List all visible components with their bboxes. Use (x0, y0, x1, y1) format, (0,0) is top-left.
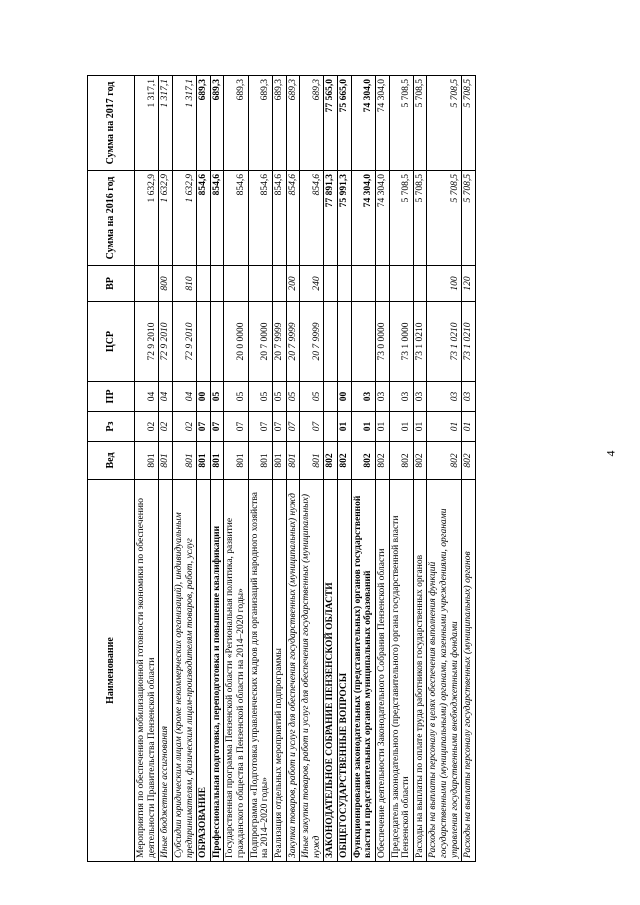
cell-s2017: 5 708,5 (462, 76, 476, 171)
cell-pr: 05 (248, 382, 272, 412)
cell-s2016: 854,6 (286, 171, 300, 266)
table-row (324, 76, 338, 862)
cell-name: Иные закупки товаров, работ и услуг для обеспечения государственных (муниципальных) нужд (300, 480, 324, 862)
header-name: Наименование (88, 480, 135, 862)
cell-vr (135, 266, 159, 302)
table-row (427, 76, 462, 862)
cell-vr (197, 266, 211, 302)
cell-ved: 802 (338, 442, 352, 480)
header-rz: Рз (88, 412, 135, 442)
cell-s2017: 689,3 (197, 76, 211, 171)
cell-name: Функционирование законодательных (представительных) органов государственной власти и представительных органов муниципальных образований (351, 480, 375, 862)
cell-rz: 07 (210, 412, 224, 442)
cell-s2016: 854,6 (272, 171, 286, 266)
cell-vr: 200 (286, 266, 300, 302)
cell-rz: 02 (159, 412, 173, 442)
cell-rz (324, 412, 338, 442)
cell-s2016: 74 304,0 (375, 171, 389, 266)
cell-ved: 802 (375, 442, 389, 480)
cell-rz: 01 (462, 412, 476, 442)
cell-pr: 04 (159, 382, 173, 412)
budget-table (87, 75, 476, 862)
table-row (248, 76, 272, 862)
cell-csr: 72 9 2010 (172, 302, 196, 382)
cell-s2017: 689,3 (272, 76, 286, 171)
cell-name: ОБЩЕГОСУДАРСТВЕННЫЕ ВОПРОСЫ (338, 480, 352, 862)
cell-ved: 801 (224, 442, 248, 480)
cell-ved: 801 (135, 442, 159, 480)
cell-pr: 04 (172, 382, 196, 412)
cell-csr: 20 7 9999 (286, 302, 300, 382)
cell-vr (413, 266, 427, 302)
cell-vr (224, 266, 248, 302)
cell-csr (197, 302, 211, 382)
cell-s2016: 77 891,3 (324, 171, 338, 266)
cell-s2016: 1 632,9 (135, 171, 159, 266)
cell-rz: 07 (197, 412, 211, 442)
cell-csr: 73 1 0210 (462, 302, 476, 382)
table-row (462, 76, 476, 862)
cell-ved: 802 (324, 442, 338, 480)
cell-pr: 03 (351, 382, 375, 412)
cell-vr (248, 266, 272, 302)
cell-rz: 02 (172, 412, 196, 442)
cell-rz: 01 (375, 412, 389, 442)
header-sum-2016: Сумма на 2016 год (88, 171, 135, 266)
header-sum-2017: Сумма на 2017 год (88, 76, 135, 171)
cell-s2016: 854,6 (210, 171, 224, 266)
cell-vr (324, 266, 338, 302)
cell-csr: 20 0 0000 (224, 302, 248, 382)
cell-csr (324, 302, 338, 382)
cell-name: ОБРАЗОВАНИЕ (197, 480, 211, 862)
cell-name: Обеспечение деятельности Законодательного Собрания Пензенской области (375, 480, 389, 862)
cell-rz: 01 (338, 412, 352, 442)
cell-pr: 03 (389, 382, 413, 412)
cell-name: Председатель законодательного (представительного) органа государственной власти Пензенской области (389, 480, 413, 862)
cell-name: Реализация отдельных мероприятий подпрограммы (272, 480, 286, 862)
table-row (210, 76, 224, 862)
table-row (272, 76, 286, 862)
cell-ved: 802 (389, 442, 413, 480)
cell-rz: 01 (351, 412, 375, 442)
cell-vr (375, 266, 389, 302)
cell-vr: 810 (172, 266, 196, 302)
cell-pr: 03 (413, 382, 427, 412)
table-row (338, 76, 352, 862)
cell-s2016: 1 632,9 (172, 171, 196, 266)
cell-csr: 73 0 0000 (375, 302, 389, 382)
cell-pr: 05 (272, 382, 286, 412)
cell-vr (272, 266, 286, 302)
cell-s2016: 854,6 (224, 171, 248, 266)
cell-csr: 73 1 0210 (413, 302, 427, 382)
cell-pr: 05 (210, 382, 224, 412)
cell-rz: 07 (224, 412, 248, 442)
page-number: 4 (603, 450, 618, 457)
cell-name: Иные бюджетные ассигнования (159, 480, 173, 862)
cell-csr (338, 302, 352, 382)
cell-s2017: 74 304,0 (351, 76, 375, 171)
rotated-table-container (87, 76, 564, 862)
cell-s2016: 5 708,5 (413, 171, 427, 266)
cell-ved: 801 (272, 442, 286, 480)
cell-name: Мероприятия по обеспечению мобилизационной готовности экономики по обеспечению деятельности Правительства Пензенской области (135, 480, 159, 862)
cell-rz: 07 (286, 412, 300, 442)
cell-pr: 00 (197, 382, 211, 412)
header-pr: ПР (88, 382, 135, 412)
cell-rz: 01 (427, 412, 462, 442)
cell-csr: 72 9 2010 (135, 302, 159, 382)
table-row (224, 76, 248, 862)
cell-name: Расходы на выплаты по оплате труда работников государственных органов (413, 480, 427, 862)
cell-s2017: 1 317,1 (172, 76, 196, 171)
cell-csr: 20 7 0000 (248, 302, 272, 382)
cell-pr: 03 (427, 382, 462, 412)
cell-ved: 801 (286, 442, 300, 480)
table-row (172, 76, 196, 862)
table-header (88, 76, 135, 862)
cell-ved: 801 (210, 442, 224, 480)
cell-s2017: 1 317,1 (135, 76, 159, 171)
cell-rz: 02 (135, 412, 159, 442)
cell-ved: 802 (427, 442, 462, 480)
cell-s2016: 5 708,5 (427, 171, 462, 266)
header-csr: ЦСР (88, 302, 135, 382)
cell-pr: 00 (338, 382, 352, 412)
table-row (413, 76, 427, 862)
cell-ved: 801 (159, 442, 173, 480)
cell-pr: 04 (135, 382, 159, 412)
cell-name: Расходы на выплаты персоналу государственных (муниципальных) органов (462, 480, 476, 862)
table-row (375, 76, 389, 862)
cell-ved: 802 (462, 442, 476, 480)
cell-vr (210, 266, 224, 302)
cell-vr (338, 266, 352, 302)
cell-csr (351, 302, 375, 382)
cell-vr: 100 (427, 266, 462, 302)
cell-name: Подпрограмма «Подготовка управленческих кадров для организаций народного хозяйства на 2014–2020 годы» (248, 480, 272, 862)
cell-s2016: 854,6 (248, 171, 272, 266)
cell-pr: 05 (224, 382, 248, 412)
cell-s2017: 75 665,0 (338, 76, 352, 171)
cell-s2017: 1 317,1 (159, 76, 173, 171)
table-row (389, 76, 413, 862)
cell-s2016: 74 304,0 (351, 171, 375, 266)
cell-s2017: 74 304,0 (375, 76, 389, 171)
cell-s2016: 5 708,5 (462, 171, 476, 266)
cell-s2017: 5 708,5 (427, 76, 462, 171)
cell-s2016: 75 991,3 (338, 171, 352, 266)
cell-pr: 03 (375, 382, 389, 412)
cell-rz: 07 (300, 412, 324, 442)
cell-csr: 73 1 0210 (427, 302, 462, 382)
cell-pr: 05 (286, 382, 300, 412)
cell-vr (389, 266, 413, 302)
cell-vr: 800 (159, 266, 173, 302)
cell-name: Государственная программа Пензенской области «Региональная политика, развитие гражданского общества в Пензенской области на 2014–2020 годы» (224, 480, 248, 862)
cell-vr: 120 (462, 266, 476, 302)
cell-csr (210, 302, 224, 382)
cell-ved: 802 (413, 442, 427, 480)
cell-rz: 07 (272, 412, 286, 442)
cell-ved: 801 (300, 442, 324, 480)
cell-s2017: 689,3 (286, 76, 300, 171)
cell-ved: 801 (172, 442, 196, 480)
cell-s2017: 689,3 (224, 76, 248, 171)
table-row (286, 76, 300, 862)
cell-s2017: 5 708,5 (413, 76, 427, 171)
cell-name: Закупка товаров, работ и услуг для обеспечения государственных (муниципальных) нужд (286, 480, 300, 862)
cell-pr: 03 (462, 382, 476, 412)
cell-vr (351, 266, 375, 302)
cell-rz: 01 (413, 412, 427, 442)
table-row (300, 76, 324, 862)
cell-csr: 73 1 0000 (389, 302, 413, 382)
cell-s2016: 854,6 (197, 171, 211, 266)
cell-rz: 01 (389, 412, 413, 442)
cell-pr (324, 382, 338, 412)
cell-s2017: 77 565,0 (324, 76, 338, 171)
cell-s2017: 5 708,5 (389, 76, 413, 171)
cell-pr: 05 (300, 382, 324, 412)
cell-vr: 240 (300, 266, 324, 302)
header-ved: Вед (88, 442, 135, 480)
cell-csr: 20 7 9999 (272, 302, 286, 382)
cell-name: ЗАКОНОДАТЕЛЬНОЕ СОБРАНИЕ ПЕНЗЕНСКОЙ ОБЛАСТИ (324, 480, 338, 862)
header-vr: ВР (88, 266, 135, 302)
cell-rz: 07 (248, 412, 272, 442)
cell-name: Профессиональная подготовка, переподготовка и повышение квалификации (210, 480, 224, 862)
cell-s2016: 5 708,5 (389, 171, 413, 266)
cell-name: Субсидии юридическим лицам (кроме некоммерческих организаций), индивидуальным предпринимателям, физическим лицам-производителям товаров, работ, услуг (172, 480, 196, 862)
cell-csr: 20 7 9999 (300, 302, 324, 382)
cell-s2017: 689,3 (248, 76, 272, 171)
cell-s2016: 854,6 (300, 171, 324, 266)
cell-ved: 801 (197, 442, 211, 480)
table-row (135, 76, 159, 862)
cell-s2016: 1 632,9 (159, 171, 173, 266)
table-row (197, 76, 211, 862)
table-row (351, 76, 375, 862)
cell-ved: 801 (248, 442, 272, 480)
cell-s2017: 689,3 (210, 76, 224, 171)
table-row (159, 76, 173, 862)
cell-name: Расходы на выплаты персоналу в целях обеспечения выполнения функций государственными (муниципальными) органами, казенными учреждениями, органами управления государственными внебюджетными фондами (427, 480, 462, 862)
cell-s2017: 689,3 (300, 76, 324, 171)
table-body (135, 76, 476, 862)
cell-csr: 72 9 2010 (159, 302, 173, 382)
cell-ved: 802 (351, 442, 375, 480)
